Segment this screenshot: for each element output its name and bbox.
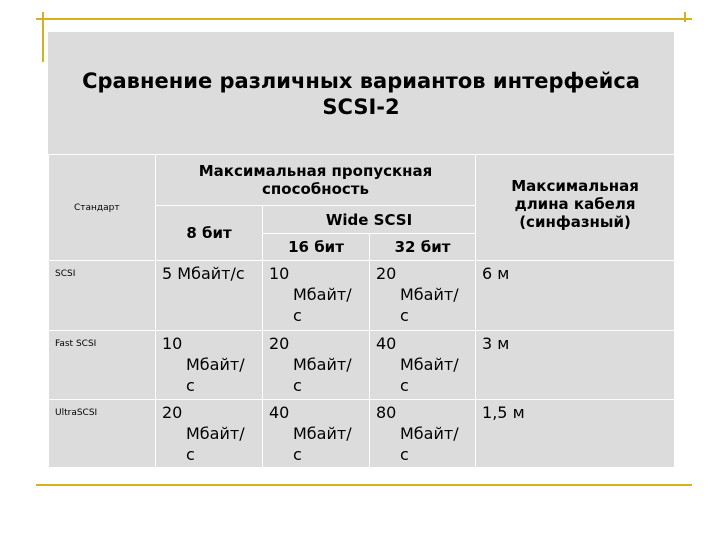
row-8bit-value [156,400,263,468]
value-number: 20 [269,334,290,353]
table-row-scsi [49,261,675,331]
page-title [48,68,674,120]
top-divider [36,18,692,20]
value-number: 40 [269,403,290,422]
header-32bit: 32 бит [370,234,476,261]
comparison-table [48,154,675,468]
value-unit: Мбайт/ с [293,285,352,325]
row-16bit-value [263,261,370,331]
table-row-fast-scsi [49,331,675,400]
row-standard: SCSI [49,261,156,331]
header-max-cable-length: Максимальная длина кабеля (синфазный) [476,155,675,261]
title-band [48,32,674,154]
value-number: 80 [376,403,397,422]
header-row-1 [49,155,675,206]
row-cable-length: 3 м [476,331,675,400]
row-cable-length: 6 м [476,261,675,331]
header-standard: Стандарт [49,155,156,261]
row-16bit-value [263,400,370,468]
row-32bit-value [370,331,476,400]
value-number: 10 [162,334,183,353]
title-line-1: Сравнение различных вариантов интерфейса [82,69,640,93]
row-cable-length: 1,5 м [476,400,675,468]
row-8bit-value [156,331,263,400]
table-row-ultrascsi [49,400,675,468]
header-16bit: 16 бит [263,234,370,261]
title-line-2: SCSI-2 [322,95,400,119]
value-unit: Мбайт/ с [293,355,352,395]
value-unit: Мбайт/ с [400,285,459,325]
row-32bit-value [370,261,476,331]
value-unit: Мбайт/ с [400,355,459,395]
value-number: 20 [162,403,183,422]
header-wide-scsi: Wide SCSI [263,206,476,234]
right-accent-line [684,12,686,22]
value-unit: Мбайт/ с [293,424,352,464]
row-standard: UltraSCSI [49,400,156,468]
row-32bit-value [370,400,476,468]
row-standard: Fast SCSI [49,331,156,400]
row-16bit-value [263,331,370,400]
value-text: 5 Мбайт/с [162,264,245,283]
value-number: 10 [269,264,290,283]
row-8bit-value [156,261,263,331]
value-unit: Мбайт/ с [186,355,245,395]
left-accent-line [42,12,44,62]
value-unit: Мбайт/ с [186,424,245,464]
value-unit: Мбайт/ с [400,424,459,464]
value-number: 20 [376,264,397,283]
header-8bit: 8 бит [156,206,263,261]
value-number: 40 [376,334,397,353]
header-max-bandwidth: Максимальная пропускная способность [156,155,476,206]
bottom-divider [36,484,692,486]
